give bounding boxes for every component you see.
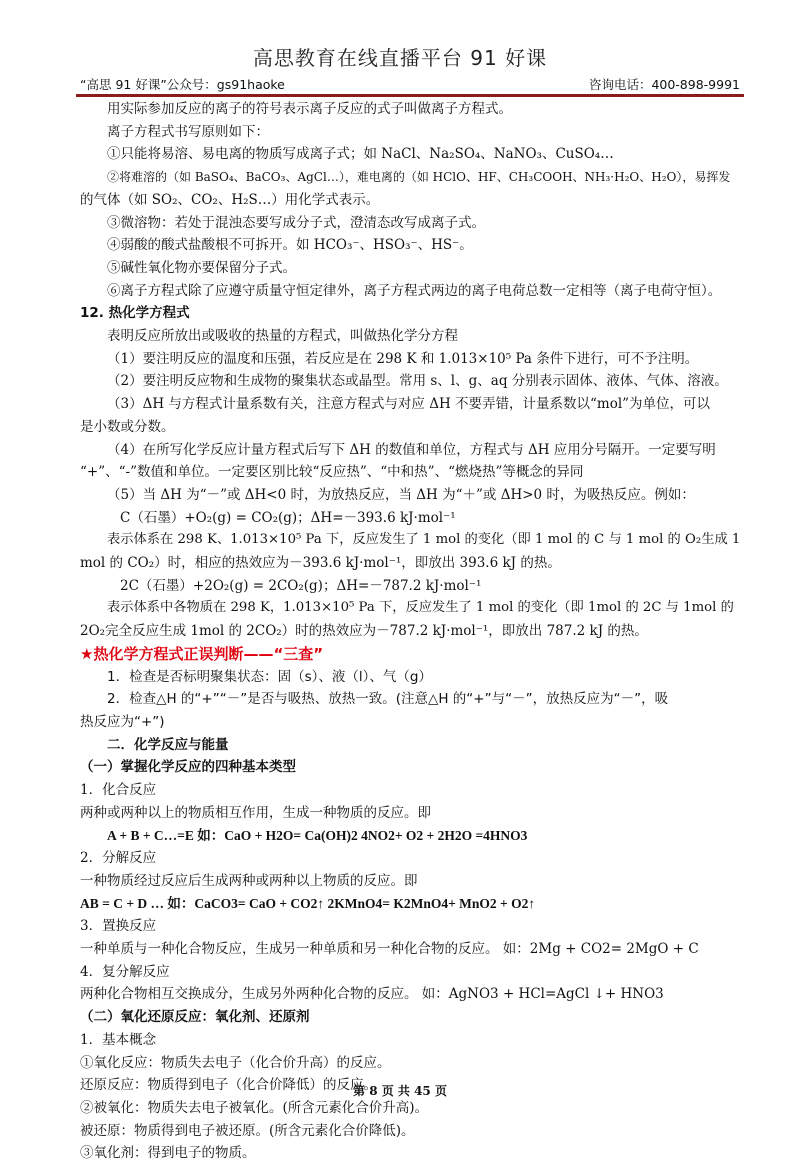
text-line: AB = C + D … 如：CaCO3= CaO + CO2↑ 2KMnO4= K2MnO4+ MnO2 + O2↑ bbox=[80, 895, 536, 911]
text-line: mol 的 CO₂）时，相应的热效应为－393.6 kJ·mol⁻¹，即放出 393.6 kJ 的热。 bbox=[80, 555, 561, 572]
text-line: ⑤碱性氧化物亦要保留分子式。 bbox=[107, 259, 296, 276]
text-line: 一种单质与一种化合物反应，生成另一种单质和另一种化合物的反应。 如：2Mg + CO2= 2MgO + C bbox=[80, 941, 699, 958]
section-heading: ★热化学方程式正误判断——“三查” bbox=[80, 644, 324, 663]
text-line: 一种物质经过反应后生成两种或两种以上物质的反应。即 bbox=[80, 872, 418, 889]
text-line: 被还原：物质得到电子被还原。(所含元素化合价降低)。 bbox=[80, 1122, 415, 1139]
text-line: ②被氧化：物质失去电子被氧化。(所含元素化合价升高)。 bbox=[80, 1099, 429, 1116]
document-body bbox=[80, 98, 740, 1165]
text-line: ③微溶物：若处于混浊态要写成分子式，澄清态改写成离子式。 bbox=[107, 214, 485, 231]
page-title: 高思教育在线直播平台 91 好课 bbox=[252, 46, 548, 70]
text-line: （3）ΔH 与方程式计量系数有关，注意方程式与对应 ΔH 不要弄错，计量系数以“mol”为单位，可以 bbox=[107, 396, 711, 413]
text-line: （一）掌握化学反应的四种基本类型 bbox=[80, 759, 296, 776]
text-line: （4）在所写化学反应计量方程式后写下 ΔH 的数值和单位，方程式与 ΔH 应用分号隔开。一定要写明 bbox=[107, 441, 716, 458]
text-line: （5）当 ΔH 为“－”或 ΔH<0 时，为放热反应，当 ΔH 为“＋”或 ΔH>0 时，为吸热反应。例如： bbox=[107, 486, 695, 503]
text-line: 还原反应：物质得到电子（化合价降低）的反应。 bbox=[80, 1077, 377, 1094]
text-line: ④弱酸的酸式盐酸根不可拆开。如 HCO₃⁻、HSO₃⁻、HS⁻。 bbox=[107, 237, 473, 254]
text-line: A + B + C…=E 如：CaO + H2O= Ca(OH)2 4NO2+ O2 + 2H2O =4HNO3 bbox=[107, 827, 528, 843]
text-line: 2．检查△H 的“+”“－”是否与吸热、放热一致。(注意△H 的“+”与“－”，放热反应为“－”，吸 bbox=[107, 691, 669, 708]
text-line: 1．化合反应 bbox=[80, 782, 157, 799]
header-wechat-account: “高思 91 好课”公众号：gs91haoke bbox=[80, 77, 285, 92]
text-line: ①氧化反应：物质失去电子（化合价升高）的反应。 bbox=[80, 1054, 391, 1071]
text-line: 3．置换反应 bbox=[80, 918, 157, 935]
text-line: “+”、“-”数值和单位。一定要区别比较“反应热”、“中和热”、“燃烧热”等概念的异同 bbox=[80, 464, 584, 481]
text-line: ⑥离子方程式除了应遵守质量守恒定律外，离子方程式两边的离子电荷总数一定相等（离子电荷守恒）。 bbox=[107, 282, 722, 299]
text-line: （2）要注明反应物和生成物的聚集状态或晶型。常用 s、l、g、aq 分别表示固体、液体、气体、溶液。 bbox=[107, 373, 728, 390]
text-line: 热反应为“+”) bbox=[80, 713, 165, 730]
text-line: ①只能将易溶、易电离的物质写成离子式；如 NaCl、Na₂SO₄、NaNO₃、CuSO₄… bbox=[107, 146, 614, 163]
text-line: 2C（石墨）+2O₂(g) = 2CO₂(g)；ΔH=－787.2 kJ·mol⁻¹ bbox=[120, 577, 482, 594]
text-line: 两种或两种以上的物质相互作用，生成一种物质的反应。即 bbox=[80, 804, 431, 821]
text-line: ②将难溶的（如 BaSO₄、BaCO₃、AgCl…），难电离的（如 HClO、HF、CH₃COOH、NH₃·H₂O、H₂O），易挥发 bbox=[107, 170, 731, 185]
text-line: （1）要注明反应的温度和压强，若反应是在 298 K 和 1.013×10⁵ Pa 条件下进行，可不予注明。 bbox=[107, 350, 699, 367]
text-line: 表示体系在 298 K、1.013×10⁵ Pa 下，反应发生了 1 mol 的变化（即 1 mol 的 C 与 1 mol 的 O₂生成 1 bbox=[107, 532, 741, 548]
text-line: 两种化合物相互交换成分，生成另外两种化合物的反应。 如：AgNO3 + HCl=AgCl ↓+ HNO3 bbox=[80, 986, 664, 1003]
text-line: 2O₂完全反应生成 1mol 的 2CO₂）时的热效应为－787.2 kJ·mol⁻¹，即放出 787.2 kJ 的热。 bbox=[80, 623, 648, 640]
text-line: 表明反应所放出或吸收的热量的方程式，叫做热化学分方程 bbox=[107, 328, 458, 345]
text-line: 4．复分解反应 bbox=[80, 963, 170, 980]
text-line: 2．分解反应 bbox=[80, 850, 157, 867]
header-phone: 咨询电话：400-898-9991 bbox=[588, 77, 740, 92]
text-line: C（石墨）+O₂(g) = CO₂(g)；ΔH=－393.6 kJ·mol⁻¹ bbox=[120, 509, 456, 526]
text-line: 1．基本概念 bbox=[80, 1031, 157, 1048]
text-line: ③氧化剂：得到电子的物质。 bbox=[80, 1145, 256, 1162]
text-line: 表示体系中各物质在 298 K，1.013×10⁵ Pa 下，反应发生了 1 mol 的变化（即 1mol 的 2C 与 1mol 的 bbox=[107, 600, 734, 616]
text-line: 的气体（如 SO₂、CO₂、H₂S…）用化学式表示。 bbox=[80, 191, 380, 208]
text-line: 二．化学反应与能量 bbox=[107, 736, 229, 753]
text-line: 是小数或分数。 bbox=[80, 418, 175, 435]
page-number: 第 8 页 共 45 页 bbox=[353, 1084, 447, 1098]
text-line: 离子方程式书写原则如下： bbox=[107, 123, 269, 140]
text-line: 用实际参加反应的离子的符号表示离子反应的式子叫做离子方程式。 bbox=[107, 101, 512, 117]
text-line: （二）氧化还原反应：氧化剂、还原剂 bbox=[80, 1009, 310, 1026]
page-header bbox=[80, 75, 740, 93]
text-line: 12. 热化学方程式 bbox=[80, 305, 190, 322]
header-divider bbox=[76, 94, 744, 97]
text-line: 1．检查是否标明聚集状态：固（s）、液（l）、气（g） bbox=[107, 668, 432, 685]
